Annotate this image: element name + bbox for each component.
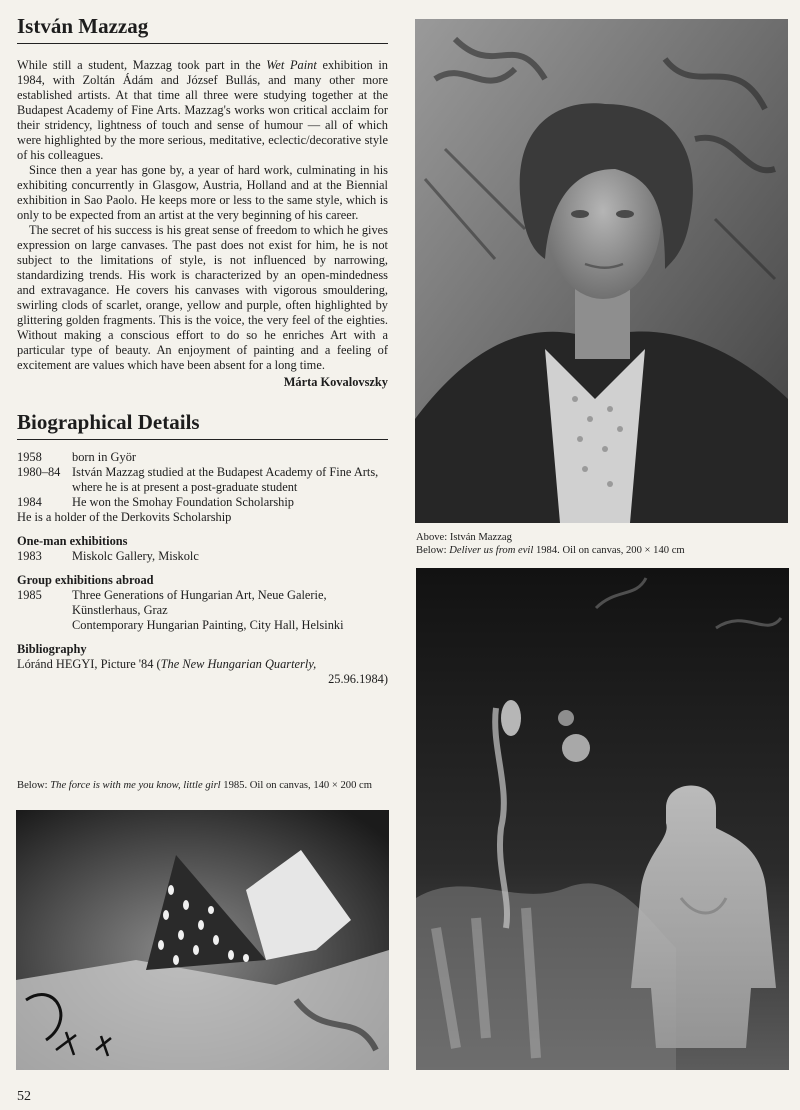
exhibition-title: Wet Paint <box>266 58 317 72</box>
painting-deliver-image <box>416 568 789 1070</box>
caption-block-right <box>416 531 789 557</box>
biblio-entry: Lóránd HEGYI, Picture '84 (The New Hungarian Quarterly, 25.96.1984) <box>17 657 388 686</box>
bio-entry: 1958 born in Györ <box>17 450 137 464</box>
article-title: István Mazzag <box>17 14 388 44</box>
article-paragraph-2: Since then a year has gone by, a year of hard work, culminating in his exhibiting concurrently in Glasgow, Austria, Holland and at the Biennial exhibition in Sao Paolo. He keeps more or less to the same style, which is only to be expected from an artist at the very beginning of his career. <box>17 163 388 222</box>
bio-entry: 1980–84 István Mazzag studied at the Budapest Academy of Fine Arts, where he is at present a post-graduate student <box>17 465 379 494</box>
caption-portrait: Above: István Mazzag <box>416 532 512 543</box>
group-entry: Contemporary Hungarian Painting, City Hall, Helsinki <box>72 618 344 632</box>
oneman-title: One-man exhibitions <box>17 534 128 548</box>
biblio-title: Bibliography <box>17 642 87 656</box>
bio-section <box>17 450 388 687</box>
portrait-photo-image <box>415 19 788 523</box>
article-paragraph-3: The secret of his success is his great sense of freedom to which he gives expression on large canvases. The past does not exist for him, he is not subject to the limitations of style, is not influenced by narrowing, standardizing trends. His work is characterized by an open-mindedness and extravagance. He covers his canvases with vigorous smouldering, swirling clods of scarlet, orange, yellow and purple, often highlighted by glittering golden fragments. This is the voice, the very feel of the eighties. Without making a conscious effort to do so he enriches Art with a particular type of beauty. An enjoyment of painting and a feeling of excitement are values which have been absent for a long time. <box>17 223 388 372</box>
caption-deliver: Below: Deliver us from evil 1984. Oil on canvas, 200 × 140 cm <box>416 545 685 556</box>
article-body <box>17 58 388 373</box>
bio-entry: 1984 He won the Smohay Foundation Scholarship <box>17 495 294 509</box>
caption-force: Below: The force is with me you know, little girl 1985. Oil on canvas, 140 × 200 cm <box>17 780 372 791</box>
article-paragraph-1: While still a student, Mazzag took part in the Wet Paint exhibition in 1984, with Zoltán Ádám and József Bullás, and many other more established artists. At that time all three were studying together at the Budapest Academy of Fine Arts. Mazzag's works won critical acclaim for their stridency, lightness of touch and sense of humour — all of which were highlighted by the more serious, meditative, eclectic/decorative style of his colleagues. <box>17 58 388 162</box>
article-author: Márta Kovalovszky <box>283 375 388 389</box>
group-entry: 1985 Three Generations of Hungarian Art, Neue Galerie, Künstlerhaus, Graz <box>17 588 327 617</box>
bio-note: He is a holder of the Derkovits Scholarship <box>17 510 232 524</box>
oneman-entry: 1983 Miskolc Gallery, Miskolc <box>17 549 199 563</box>
painting-force-image <box>16 810 389 1070</box>
bio-title: Biographical Details <box>17 410 388 440</box>
group-title: Group exhibitions abroad <box>17 573 154 587</box>
left-column <box>17 14 388 687</box>
page-number: 52 <box>17 1089 31 1104</box>
